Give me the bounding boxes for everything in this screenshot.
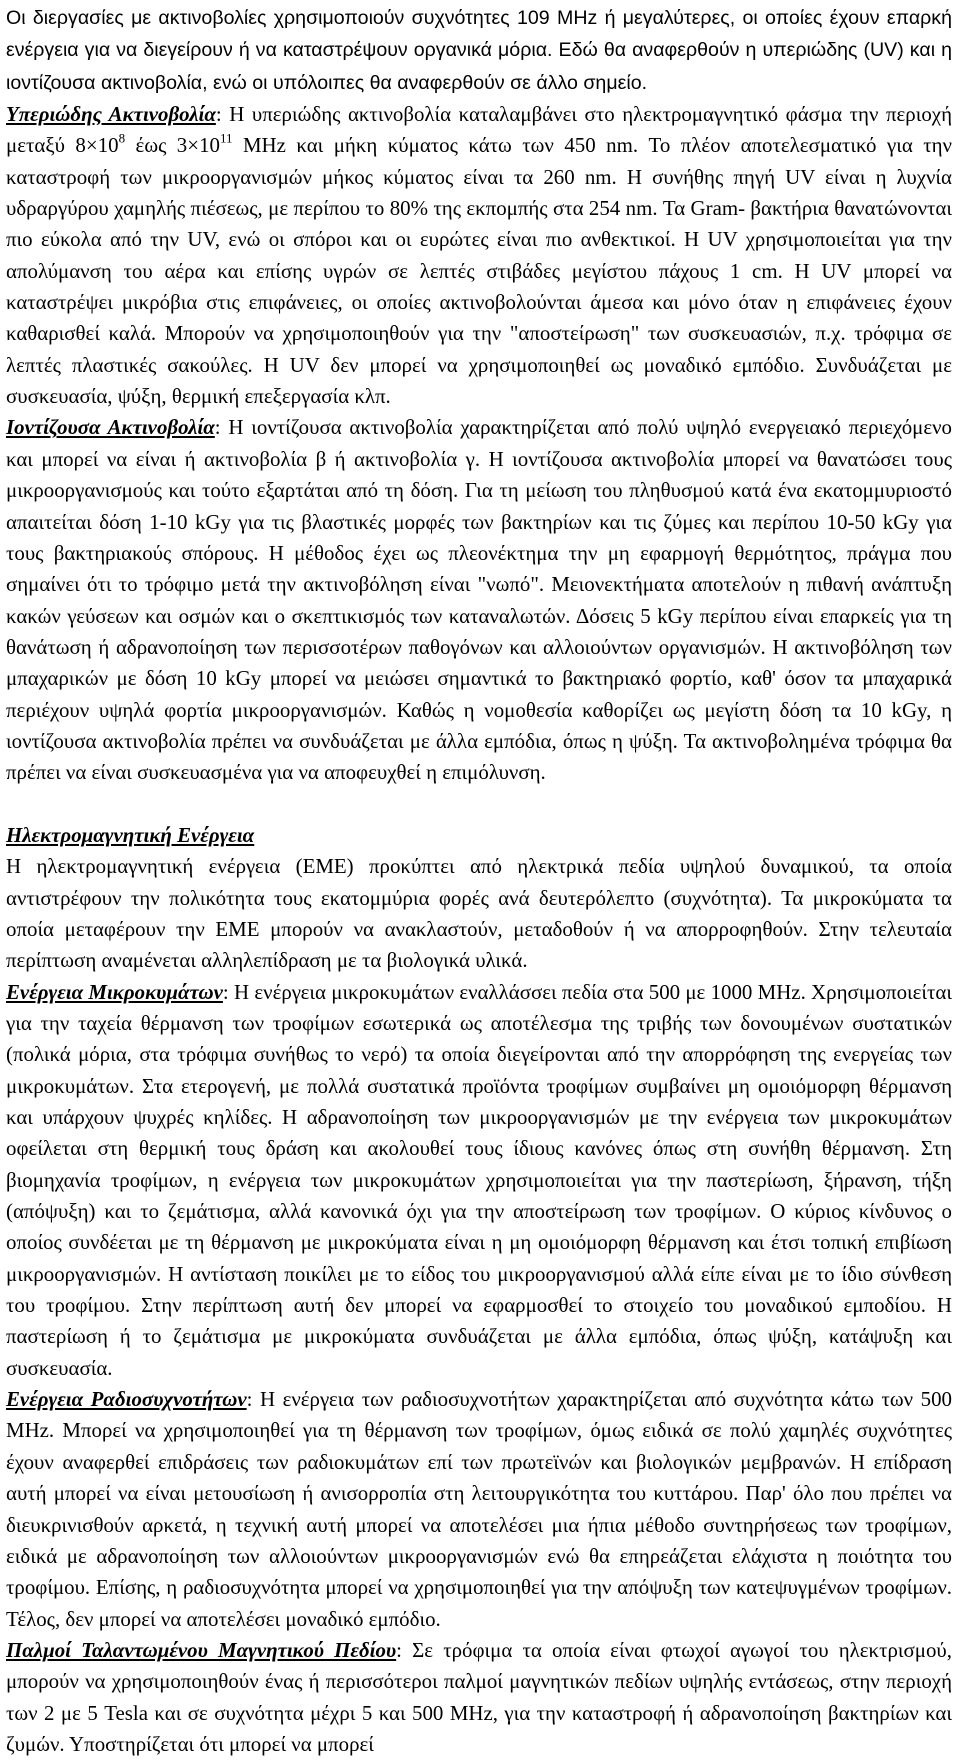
- radiofreq-text: : Η ενέργεια των ραδιοσυχνοτήτων χαρακτηρίζεται από συχνότητα κάτω των 500 MHz. Μπορεί να χρησιμοποιηθεί για τη θέρμανση των τροφίμων, όμως ειδικά σε πολύ χαμηλές συχνότητες έχουν αναφερθεί επιδράσεις των ραδιοκυμάτων επί των πρωτεϊνών και βιολογικών μεμβρανών. Η επίδραση αυτή μπορεί να είναι μετουσίωση ή ανισορροπία στη λειτουργικότητα του κυττάρου. Παρ' όλο που πρέπει να διευκρινισθούν αρκετά, η τεχνική αυτή μπορεί να αποτελέσει μια ήπια μέθοδο συντηρήσεως των τροφίμων, ειδικά με αδρανοποίηση των αλλοιούντων μικροοργανισμών ενώ θα επηρεάζεται ελάχιστα η ποιότητα του τροφίμου. Επίσης, η ραδιοσυχνότητα μπορεί να χρησιμοποιηθεί για την απόψυξη των κατεψυγμένων τροφίμων. Τέλος, δεν μπορεί να αποτελέσει μοναδικό εμπόδιο.: [6, 1387, 952, 1631]
- intro-paragraph: [6, 2, 952, 99]
- em-heading: Ηλεκτρομαγνητική Ενέργεια: [6, 822, 255, 847]
- uv-exponent-1: 8: [118, 130, 126, 146]
- intro-text: Οι διεργασίες με ακτινοβολίες χρησιμοποιούν συχνότητες 109 MHz ή μεγαλύτερες, οι οποίες έχουν επαρκή ενέργεια για να διεγείρουν ή να καταστρέψουν οργανικά μόρια. Εδώ θα αναφερθούν η υπεριώδης (UV) και η ιοντίζουσα ακτινοβολία, ενώ οι υπόλοιπες θα αναφερθούν σε άλλο σημείο.: [6, 7, 952, 94]
- uv-term: Υπεριώδης Ακτινοβολία: [6, 102, 216, 127]
- section-gap: [6, 789, 952, 820]
- em-heading-paragraph: [6, 820, 952, 851]
- ionizing-paragraph: [6, 412, 952, 788]
- uv-times-1: ×: [85, 133, 98, 158]
- uv-base-2: 10: [199, 133, 220, 158]
- em-paragraph: [6, 851, 952, 976]
- microwave-text: : Η ενέργεια μικροκυμάτων εναλλάσσει πεδία στα 500 με 1000 MHz. Χρησιμοποιείται για την ταχεία θέρμανση των τροφίμων εσωτερικά ως αποτέλεσμα της τριβής των δονουμένων συστατικών (πολικά μόρια, στα τρόφιμα συνήθως το νερό) τα οποία διεγείρονται από την απορρόφηση της ενεργείας των μικροκυμάτων. Στα ετερογενή, με πολλά συστατικά προϊόντα τροφίμων συμβαίνει μη ομοιόμορφη θέρμανση και υπάρχουν ψυχρές κηλίδες. Η αδρανοποίηση των μικροοργανισμών με την ενέργεια των μικροκυμάτων οφείλεται στη θερμική τους δράση και ακολουθεί τους ίδιους κανόνες όπως στη συνήθη θέρμανση. Στη βιομηχανία τροφίμων, η ενέργεια των μικροκυμάτων χρησιμοποιείται για την παστερίωση, ξήρανση, τήξη (απόψυξη) και το ζεμάτισμα, αλλά κανονικά όχι για την αποστείρωση των τροφίμων. Ο κύριος κίνδυνος ο οποίος συνδέεται με τη θέρμανση με μικροκύματα είναι η μη ομοιόμορφη θέρμανση και έτσι τοπική επιβίωση μικροοργανισμών. Η αντίσταση ποικίλει με το είδος του μικροοργανισμού αλλά είπε είναι με το ίδιο σύνθεση του τροφίμου. Στην περίπτωση αυτή δεν μπορεί να εφαρμοσθεί το στοιχείο του μοναδικού εμποδίου. Η παστερίωση ή το ζεμάτισμα με μικροκύματα συνδυάζεται με άλλα εμπόδια, όπως ψύξη, κατάψυξη και συσκευασία.: [6, 979, 952, 1380]
- uv-text-c: MHz και μήκη κύματος κάτω των 450 nm. Το πλέον αποτελεσματικό για την καταστροφή των μικροοργανισμών μήκος κύματος είναι τα 260 nm. Η συνήθης πηγή UV είναι η λυχνία υδραργύρου χαμηλής πιέσεως, με περίπου το 80% της εκπομπής στα 254 nm. Τα Gram- βακτήρια θανατώνονται πιο εύκολα από την UV, ενώ οι σπόροι και οι ευρώτες είναι πιο ανθεκτικοί. Η UV χρησιμοποιείται για την απολύμανση του αέρα και επίσης υγρών σε λεπτές στιβάδες μεγίστου πάχους 1 cm. Η UV μπορεί να καταστρέψει μικρόβια στις επιφάνειες, οι οποίες ακτινοβολούνται άμεσα και μόνο όταν η επιφάνειες έχουν καθαρισθεί καλά. Μπορούν να χρησιμοποιηθούν για την "αποστείρωση" των συσκευασιών, π.χ. τρόφιμα σε λεπτές πλαστικές σακούλες. Η UV δεν μπορεί να χρησιμοποιηθεί ως μοναδικό εμπόδιο. Συνδυάζεται με συσκευασία, ψύξη, θερμική επεξεργασία κλπ.: [6, 133, 953, 409]
- uv-times-2: ×: [187, 133, 200, 158]
- pulsed-term: Παλμοί Ταλαντωμένου Μαγνητικού Πεδίου: [6, 1637, 397, 1662]
- ionizing-term: Ιοντίζουσα Ακτινοβολία: [6, 415, 215, 440]
- pulsed-paragraph: [6, 1635, 952, 1760]
- microwave-term: Ενέργεια Μικροκυμάτων: [6, 979, 223, 1004]
- uv-base-1: 10: [97, 133, 119, 158]
- microwave-paragraph: [6, 977, 952, 1384]
- radiofreq-term: Ενέργεια Ραδιοσυχνοτήτων: [6, 1387, 247, 1412]
- uv-text-a: : Η υπεριώδης ακτινοβολία καταλαμβάνει στο ηλεκτρομαγνητικό φάσμα την περιοχή μεταξύ 8: [6, 102, 952, 158]
- uv-text-b: έως 3: [125, 133, 188, 158]
- em-text: Η ηλεκτρομαγνητική ενέργεια (ΕΜΕ) προκύπτει από ηλεκτρικά πεδία υψηλού δυναμικού, τα οποία αντιστρέφουν την πολικότητα τους εκατομμύρια φορές ανά δευτερόλεπτο (συχνότητα). Τα μικροκύματα τα οποία μεταφέρουν την ΕΜΕ μπορούν να ανακλαστούν, μεταδοθούν ή να απορροφηθούν. Στην τελευταία περίπτωση αναμένεται αλληλεπίδραση με τα βιολογικά υλικά.: [6, 854, 952, 973]
- ionizing-text: : Η ιοντίζουσα ακτινοβολία χαρακτηρίζεται από πολύ υψηλό ενεργειακό περιεχόμενο και μπορεί να είναι ή ακτινοβολία β ή ακτινοβολία γ. Η ιοντίζουσα ακτινοβολία μπορεί να θανατώσει τους μικροοργανισμούς και τούτο εξαρτάται από τη δόση. Για τη μείωση του πληθυσμού κατά ένα εκατομμυριοστό απαιτείται δόση 1-10 kGy για τις βλαστικές μορφές των βακτηρίων και τις ζύμες και περίπου 10-50 kGy για τους βακτηριακούς σπόρους. Η μέθοδος έχει ως πλεονέκτημα την μη εφαρμογή θερμότητος, πράγμα που σημαίνει ότι το τρόφιμο μετά την ακτινοβόληση είναι "νωπό". Μειονεκτήματα αποτελούν η πιθανή ανάπτυξη κακών γεύσεων και οσμών και ο σκεπτικισμός των καταναλωτών. Δόσεις 5 kGy περίπου είναι επαρκείς για τη θανάτωση ή αδρανοποίηση των περισσοτέρων παθογόνων και αλλοιούντων οργανισμών. Η ακτινοβόληση των μπαχαρικών με δόση 10 kGy μπορεί να μειώσει σημαντικά το βακτηριακό φορτίο, καθ' όσον τα μπαχαρικά περιέχουν υψηλά φορτία μικροοργανισμών. Καθώς η νομοθεσία καθορίζει ως μεγίστη δόση τα 10 kGy, η ιοντίζουσα ακτινοβολία πρέπει να συνδυάζεται με άλλα εμπόδια, όπως η ψύξη. Τα ακτινοβολημένα τρόφιμα θα πρέπει να είναι συσκευασμένα για να αποφευχθεί η επιμόλυνση.: [6, 415, 953, 785]
- pulsed-text: : Σε τρόφιμα τα οποία είναι φτωχοί αγωγοί του ηλεκτρισμού, μπορούν να χρησιμοποιηθούν ένας ή περισσότεροι παλμοί μαγνητικών πεδίων υψηλής εντάσεως, στην περιοχή των 2 με 5 Tesla και σε συχνότητα μέχρι 5 και 500 MHz, για την καταστροφή ή αδρανοποίηση βακτηρίων και ζυμών. Υποστηρίζεται ότι μπορεί να μπορεί: [6, 1637, 952, 1756]
- uv-paragraph: [6, 99, 952, 412]
- uv-exponent-2: 11: [219, 130, 233, 146]
- radiofreq-paragraph: [6, 1384, 952, 1635]
- document-page: [6, 2, 952, 1760]
